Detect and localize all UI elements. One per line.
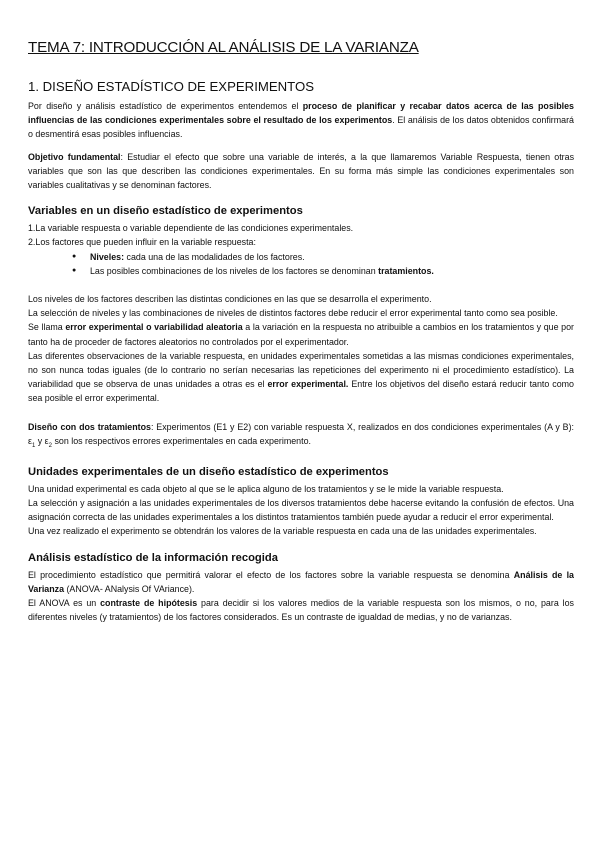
document-page — [28, 38, 574, 624]
paragraph-objective: Objetivo fundamental: Estudiar el efecto que sobre una variable de interés, a la que llamaremos Variable Respuesta, tienen otras variables que son las que describen las condiciones experimentales. En su forma más simple las condiciones experimentales son variables cualitativas y se denominan factores. — [28, 151, 575, 191]
subheading-analisis: Análisis estadístico de la información recogida — [28, 551, 278, 564]
subheading-variables: Variables en un diseño estadístico de experimentos — [28, 205, 303, 218]
list-item-response: 1.La variable respuesta o variable dependiente de las condiciones experimentales. — [28, 223, 354, 234]
paragraph-anova-contraste: El ANOVA es un contraste de hipótesis para decidir si los valores medios de la variable respuesta son los mismos, o no, para los diferentes niveles (y tratamientos) de los factores considerados. Es un contraste de igualdad de medias, y no de varianzas. — [28, 598, 574, 623]
paragraph-unidad: Una unidad experimental es cada objeto al que se le aplica alguno de los tratamientos y se le mide la variable respuesta. — [28, 483, 504, 494]
bullet-niveles: ● Niveles: cada una de las modalidades de los factores. — [90, 250, 574, 264]
paragraph-anova-def: El procedimiento estadístico que permitirá valorar el efecto de los factores sobre la variable respuesta se denomina Análisis de la Varianza (ANOVA- ANalysis Of VAriance). — [28, 569, 574, 594]
paragraph-observaciones: Las diferentes observaciones de la variable respuesta, en unidades experimentales sometidas a las mismas condiciones experimentales, no son nunca todas iguales (de lo contrario no serían necesarias las repeticiones del experimento ni el procedimiento estadístico). La variabilidad que se observa de unas unidades a otras es el error experimental. Entre los objetivos del diseño estará reducir tanto como sea posible el error experimental. — [28, 350, 574, 404]
paragraph-niveles: Los niveles de los factores describen las distintas condiciones en las que se desarrolla el experimento. — [28, 294, 432, 305]
paragraph-seleccion: La selección de niveles y las combinaciones de niveles de distintos factores debe reducir el error experimental tanto como sea posible. — [28, 308, 558, 319]
section-heading-diseno: 1. DISEÑO ESTADÍSTICO DE EXPERIMENTOS — [28, 79, 315, 94]
subheading-unidades: Unidades experimentales de un diseño estadístico de experimentos — [28, 465, 389, 478]
factor-bullet-list — [28, 250, 574, 278]
paragraph-dos-tratamientos: Diseño con dos tratamientos: Experimentos (E1 y E2) con variable respuesta X, realizados en dos condiciones experimentales (A y B): $\varepsilon_1$ y $\varepsilon_2$ son los respectivos errores experimentales en cada experimento. — [28, 421, 574, 449]
paragraph-resultado: Una vez realizado el experimento se obtendrán los valores de la variable respuesta en cada una de las unidades experimentales. — [28, 526, 537, 537]
document-title: TEMA 7: INTRODUCCIÓN AL ANÁLISIS DE LA VARIANZA — [28, 39, 419, 56]
list-item-factors: 2.Los factores que pueden influir en la variable respuesta: — [28, 237, 256, 248]
paragraph-asignacion: La selección y asignación a las unidades experimentales de los diversos tratamientos debe hacerse evitando la confusión de efectos. Una asignación correcta de las unidades experimentales a los distintos tratamientos también puede ayudar a reducir el error experimental. — [28, 498, 574, 523]
paragraph-error: Se llama error experimental o variabilidad aleatoria a la variación en la respuesta no atribuible a cambios en los tratamientos y que por tanto ha de proceder de factores aleatorios no controlados por el experimentador. — [28, 322, 575, 347]
bullet-tratamientos: ● Las posibles combinaciones de los niveles de los factores se denominan tratamientos. — [90, 264, 574, 278]
paragraph-definition: Por diseño y análisis estadístico de experimentos entendemos el proceso de planificar y recabar datos acerca de las posibles influencias de las condiciones experimentales sobre el resultado de los experimentos. El análisis de los datos obtenidos confirmará o desmentirá esas posibles influencias. — [28, 101, 574, 140]
